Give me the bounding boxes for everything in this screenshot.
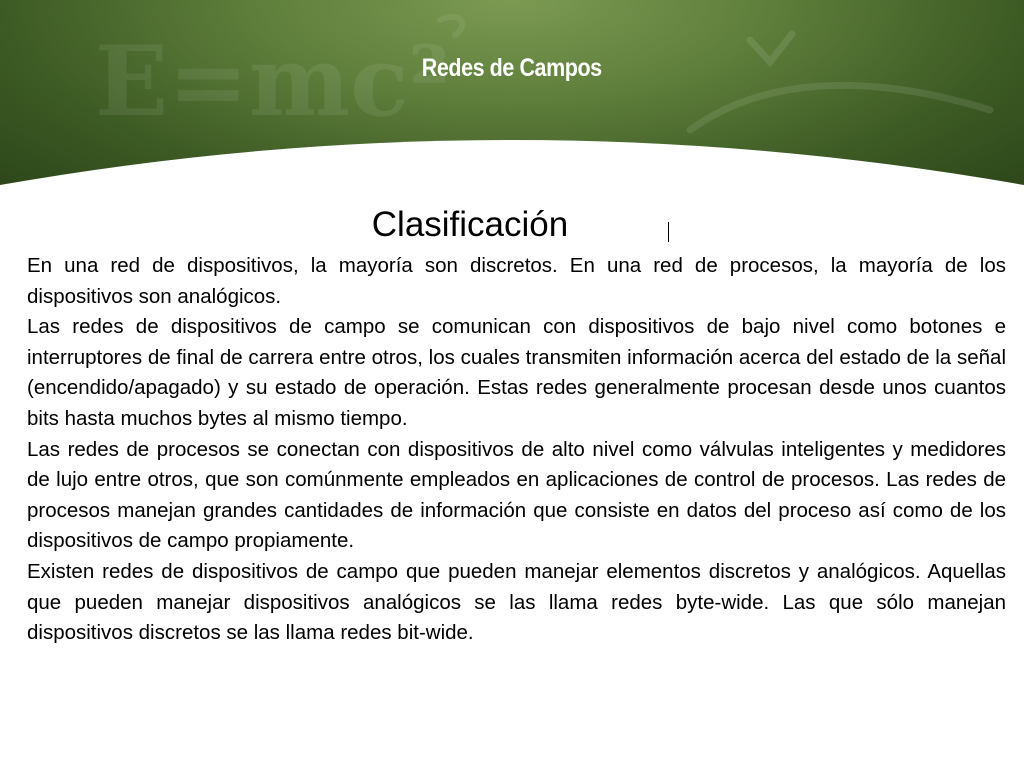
section-heading: Clasificación <box>371 205 569 244</box>
chalk-curve <box>690 85 990 130</box>
paragraph: En una red de dispositivos, la mayoría son discretos. En una red de procesos, la mayoría de los dispositivos son analógicos. <box>27 254 1006 308</box>
chalkboard-banner <box>0 0 1024 200</box>
banner-white-arc <box>0 140 1024 200</box>
body-text <box>27 251 1006 649</box>
text-cursor <box>668 222 669 242</box>
chalk-formula: E=mc² <box>95 25 451 138</box>
paragraph: Las redes de dispositivos de campo se comunican con dispositivos de bajo nivel como botones e interruptores de final de carrera entre otros, los cuales transmiten información acerca del estado de la señal (encendido/apagado) y su estado de operación. Estas redes generalmente procesan desde unos cuantos bits hasta muchos bytes al mismo tiempo. <box>27 315 1006 430</box>
paragraph: Las redes de procesos se conectan con dispositivos de alto nivel como válvulas inteligentes y medidores de lujo entre otros, que son comúnmente empleados en aplicaciones de control de procesos. Las redes de procesos manejan grandes cantidades de información que consiste en datos del proceso así como de los dispositivos de campo propiamente. <box>27 437 1006 553</box>
slide-title: Redes de Campos <box>421 54 602 82</box>
chalk-doodles <box>0 0 1024 200</box>
paragraph: Existen redes de dispositivos de campo que pueden manejar elementos discretos y analógicos. Aquellas que pueden manejar dispositivos analógicos se las llama redes byte-wide. Las que sólo manejan dispositivos discretos se las llama redes bit-wide. <box>27 559 1006 645</box>
